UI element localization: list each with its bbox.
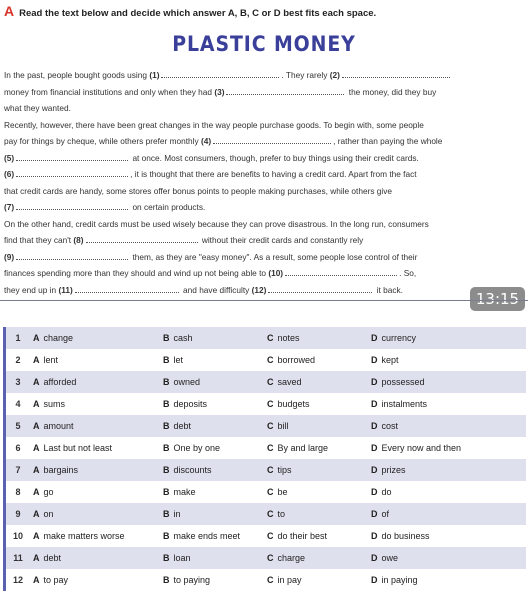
option-text: possessed <box>381 377 425 387</box>
option-letter: B <box>163 355 170 365</box>
option-text: make <box>173 487 196 497</box>
passage-line <box>4 100 524 117</box>
option-letter: A <box>33 531 40 541</box>
option-a-choice[interactable] <box>30 371 160 393</box>
option-text: currency <box>381 333 417 343</box>
option-letter: A <box>33 377 40 387</box>
option-letter: C <box>267 487 274 497</box>
option-d-choice[interactable] <box>368 525 526 547</box>
gap-1-blank[interactable] <box>161 69 279 78</box>
option-letter: B <box>163 421 170 431</box>
option-letter: D <box>371 575 378 585</box>
option-letter: A <box>33 333 40 343</box>
option-text: be <box>277 487 288 497</box>
option-text: lent <box>43 355 59 365</box>
option-letter: A <box>33 553 40 563</box>
option-c-choice[interactable] <box>264 525 368 547</box>
option-letter: C <box>267 333 274 343</box>
option-c-choice[interactable] <box>264 437 368 459</box>
answer-options-table <box>3 327 526 591</box>
option-text: in paying <box>381 575 418 585</box>
option-text: do their best <box>277 531 328 541</box>
passage-text: Recently, however, there have been great changes in the way people purchase goods. To begin with, some people <box>4 119 424 130</box>
gap-12-blank[interactable] <box>268 284 372 293</box>
question-number: 12 <box>12 575 23 585</box>
option-text: change <box>43 333 74 343</box>
option-text: sums <box>43 399 66 409</box>
question-number: 2 <box>15 355 21 365</box>
passage-line <box>4 199 524 216</box>
gap-11-blank[interactable] <box>75 284 179 293</box>
option-letter: D <box>371 509 378 519</box>
option-text: cash <box>173 333 193 343</box>
option-text: owned <box>173 377 201 387</box>
passage-text: them, as they are "easy money". As a result, some people lose control of their <box>130 251 418 262</box>
gap-3-blank[interactable] <box>226 86 344 95</box>
passage-text: On the other hand, credit cards must be used wisely because they can prove disastrous. In the long run, consumers <box>4 218 429 229</box>
question-number: 4 <box>15 399 21 409</box>
option-row-3 <box>6 371 526 393</box>
option-row-10 <box>6 525 526 547</box>
gap-number: (5) <box>4 152 15 163</box>
option-text: in pay <box>277 575 302 585</box>
passage-text: finances spending more than they should and wind up not being able to <box>4 268 269 278</box>
passage-text: on certain products. <box>130 202 206 212</box>
gap-number: (4) <box>200 136 212 146</box>
gap-number: (10) <box>268 268 284 278</box>
option-letter: D <box>371 421 378 431</box>
gap-8-blank[interactable] <box>86 234 198 243</box>
option-d-choice[interactable] <box>368 481 526 503</box>
option-text: budgets <box>277 399 310 409</box>
option-text: do <box>381 487 392 497</box>
option-text: notes <box>277 333 300 343</box>
gap-9-blank[interactable] <box>16 251 128 260</box>
passage-line <box>4 133 524 150</box>
option-letter: B <box>163 333 170 343</box>
option-text: instalments <box>381 399 428 409</box>
option-text: afforded <box>43 377 77 387</box>
option-a-choice[interactable] <box>30 437 160 459</box>
gap-number: (12) <box>251 284 267 295</box>
option-letter: A <box>33 487 40 497</box>
gap-number: (1) <box>149 70 160 80</box>
gap-number: (7) <box>4 202 15 212</box>
option-c-choice[interactable] <box>264 393 368 415</box>
option-letter: C <box>267 421 274 431</box>
option-text: amount <box>43 421 74 431</box>
option-b-choice[interactable] <box>160 569 264 591</box>
passage-text: , it is thought that there are benefits to having a credit card. Apart from the fact <box>130 169 417 179</box>
section-divider <box>0 300 528 301</box>
passage-text: and have difficulty <box>180 284 252 295</box>
option-letter: B <box>163 509 170 519</box>
option-text: prizes <box>381 465 406 475</box>
option-letter: C <box>267 509 274 519</box>
gap-number: (9) <box>4 251 15 262</box>
option-c-choice[interactable] <box>264 481 368 503</box>
passage-line <box>4 84 524 101</box>
option-c-choice[interactable] <box>264 459 368 481</box>
option-a-choice[interactable] <box>30 415 160 437</box>
option-letter: A <box>33 399 40 409</box>
option-c-choice[interactable] <box>264 371 368 393</box>
option-c-choice[interactable] <box>264 569 368 591</box>
passage-text: , rather than paying the whole <box>333 136 443 146</box>
option-a-choice[interactable] <box>30 547 160 569</box>
option-text: discounts <box>173 465 212 475</box>
option-letter: C <box>267 355 274 365</box>
option-letter: B <box>163 487 170 497</box>
passage-line <box>4 67 524 84</box>
option-a-choice[interactable] <box>30 327 160 349</box>
option-a-choice[interactable] <box>30 481 160 503</box>
option-c-choice[interactable] <box>264 415 368 437</box>
option-row-2 <box>6 349 526 371</box>
passage-text: money from financial institutions and only when they had <box>4 86 215 97</box>
option-text: Every now and then <box>381 443 462 453</box>
passage-text: at once. Most consumers, though, prefer to buy things using their credit cards. <box>130 152 419 163</box>
option-a-choice[interactable] <box>30 525 160 547</box>
option-letter: D <box>371 333 378 343</box>
option-letter: D <box>371 443 378 453</box>
option-letter: C <box>267 553 274 563</box>
option-b-choice[interactable] <box>160 459 264 481</box>
question-number: 1 <box>15 333 21 343</box>
option-letter: B <box>163 443 170 453</box>
option-text: let <box>173 355 184 365</box>
option-letter: C <box>267 377 274 387</box>
option-letter: D <box>371 399 378 409</box>
option-text: Last but not least <box>43 443 113 453</box>
option-text: One by one <box>173 443 221 453</box>
option-b-choice[interactable] <box>160 437 264 459</box>
option-text: deposits <box>173 399 208 409</box>
option-letter: B <box>163 377 170 387</box>
option-text: saved <box>277 377 302 387</box>
gap-number: (6) <box>4 169 15 179</box>
option-d-choice[interactable] <box>368 437 526 459</box>
option-d-choice[interactable] <box>368 371 526 393</box>
option-d-choice[interactable] <box>368 393 526 415</box>
option-row-8 <box>6 481 526 503</box>
option-a-choice[interactable] <box>30 349 160 371</box>
option-c-choice[interactable] <box>264 327 368 349</box>
option-text: kept <box>381 355 399 365</box>
option-a-choice[interactable] <box>30 459 160 481</box>
passage-line <box>4 265 524 282</box>
passage-line <box>4 166 524 183</box>
option-b-choice[interactable] <box>160 481 264 503</box>
passage-text: without their credit cards and constantly rely <box>199 235 364 245</box>
option-text: do business <box>381 531 430 541</box>
option-b-choice[interactable] <box>160 525 264 547</box>
passage-text: what they wanted. <box>4 103 71 113</box>
timer-badge: 13:15 <box>470 287 525 311</box>
option-letter: A <box>33 443 40 453</box>
option-text: in <box>173 509 181 519</box>
option-letter: D <box>371 531 378 541</box>
section-letter: A <box>4 3 15 19</box>
gap-number: (3) <box>214 86 225 97</box>
option-row-6 <box>6 437 526 459</box>
option-text: make ends meet <box>173 531 241 541</box>
passage-text: . So, <box>399 268 417 278</box>
passage-text: that credit cards are handy, some stores offer bonus points to people making purchases, while others give <box>4 185 393 196</box>
option-b-choice[interactable] <box>160 349 264 371</box>
option-row-4 <box>6 393 526 415</box>
passage-line <box>4 150 524 167</box>
passage-text: pay for things by cheque, while others prefer monthly <box>4 136 201 146</box>
option-letter: D <box>371 355 378 365</box>
option-text: bargains <box>43 465 79 475</box>
option-c-choice[interactable] <box>264 503 368 525</box>
option-b-choice[interactable] <box>160 415 264 437</box>
option-d-choice[interactable] <box>368 503 526 525</box>
gap-number: (2) <box>329 70 340 80</box>
option-text: debt <box>43 553 62 563</box>
option-letter: C <box>267 443 274 453</box>
page-title: PLASTIC MONEY <box>172 32 356 56</box>
option-text: on <box>43 509 54 519</box>
option-row-7 <box>6 459 526 481</box>
gap-4-blank[interactable] <box>213 135 331 144</box>
passage-text: the money, did they buy <box>346 86 437 97</box>
option-a-choice[interactable] <box>30 393 160 415</box>
passage-line <box>4 232 524 249</box>
option-letter: D <box>371 487 378 497</box>
option-letter: C <box>267 399 274 409</box>
option-d-choice[interactable] <box>368 569 526 591</box>
option-d-choice[interactable] <box>368 547 526 569</box>
option-letter: D <box>371 553 378 563</box>
gap-5-blank[interactable] <box>16 152 128 161</box>
option-b-choice[interactable] <box>160 503 264 525</box>
option-text: debt <box>173 421 192 431</box>
option-text: of <box>381 509 390 519</box>
option-d-choice[interactable] <box>368 327 526 349</box>
option-row-5 <box>6 415 526 437</box>
passage-line <box>4 249 524 266</box>
question-number: 9 <box>15 509 21 519</box>
option-d-choice[interactable] <box>368 459 526 481</box>
option-c-choice[interactable] <box>264 349 368 371</box>
option-letter: A <box>33 575 40 585</box>
option-letter: B <box>163 553 170 563</box>
option-letter: B <box>163 465 170 475</box>
passage-text: find that they can't <box>4 235 74 245</box>
passage-line <box>4 117 524 134</box>
option-text: owe <box>381 553 399 563</box>
option-a-choice[interactable] <box>30 569 160 591</box>
option-row-11 <box>6 547 526 569</box>
option-text: By and large <box>277 443 329 453</box>
option-letter: D <box>371 377 378 387</box>
question-number: 6 <box>15 443 21 453</box>
passage-text: . They rarely <box>281 70 330 80</box>
option-letter: B <box>163 399 170 409</box>
question-number: 11 <box>13 553 23 563</box>
passage-line <box>4 216 524 233</box>
reading-passage <box>4 67 524 298</box>
option-b-choice[interactable] <box>160 371 264 393</box>
option-b-choice[interactable] <box>160 393 264 415</box>
option-text: charge <box>277 553 306 563</box>
gap-6-blank[interactable] <box>16 168 128 177</box>
passage-text: In the past, people bought goods using <box>4 70 150 80</box>
option-d-choice[interactable] <box>368 349 526 371</box>
option-letter: A <box>33 509 40 519</box>
option-a-choice[interactable] <box>30 503 160 525</box>
option-letter: A <box>33 421 40 431</box>
question-number: 7 <box>15 465 21 475</box>
option-letter: C <box>267 575 274 585</box>
option-letter: B <box>163 531 170 541</box>
question-number: 10 <box>12 531 23 541</box>
option-letter: B <box>163 575 170 585</box>
option-row-9 <box>6 503 526 525</box>
passage-line <box>4 183 524 200</box>
option-row-12 <box>6 569 526 591</box>
option-letter: A <box>33 465 40 475</box>
option-row-1 <box>6 327 526 349</box>
passage-text: they end up in <box>4 284 59 295</box>
question-number: 3 <box>15 377 21 387</box>
option-text: bill <box>277 421 289 431</box>
option-text: to <box>277 509 286 519</box>
gap-10-blank[interactable] <box>285 267 397 276</box>
instruction-text: Read the text below and decide which answer A, B, C or D best fits each space. <box>19 8 377 19</box>
option-b-choice[interactable] <box>160 327 264 349</box>
gap-number: (8) <box>73 235 84 245</box>
gap-number: (11) <box>58 284 73 295</box>
option-d-choice[interactable] <box>368 415 526 437</box>
option-text: to paying <box>173 575 211 585</box>
option-b-choice[interactable] <box>160 547 264 569</box>
gap-2-blank[interactable] <box>342 69 450 78</box>
option-text: loan <box>173 553 191 563</box>
question-number: 8 <box>15 487 21 497</box>
option-letter: C <box>267 465 274 475</box>
option-text: cost <box>381 421 399 431</box>
option-text: make matters worse <box>43 531 125 541</box>
gap-7-blank[interactable] <box>16 201 128 210</box>
option-text: to pay <box>43 575 69 585</box>
instruction-header <box>4 3 524 19</box>
option-text: tips <box>277 465 292 475</box>
option-letter: D <box>371 465 378 475</box>
passage-line <box>4 282 524 299</box>
question-number: 5 <box>15 421 21 431</box>
option-text: go <box>43 487 54 497</box>
option-text: borrowed <box>277 355 316 365</box>
option-c-choice[interactable] <box>264 547 368 569</box>
option-letter: A <box>33 355 40 365</box>
passage-text: it back. <box>374 284 403 295</box>
option-letter: C <box>267 531 274 541</box>
